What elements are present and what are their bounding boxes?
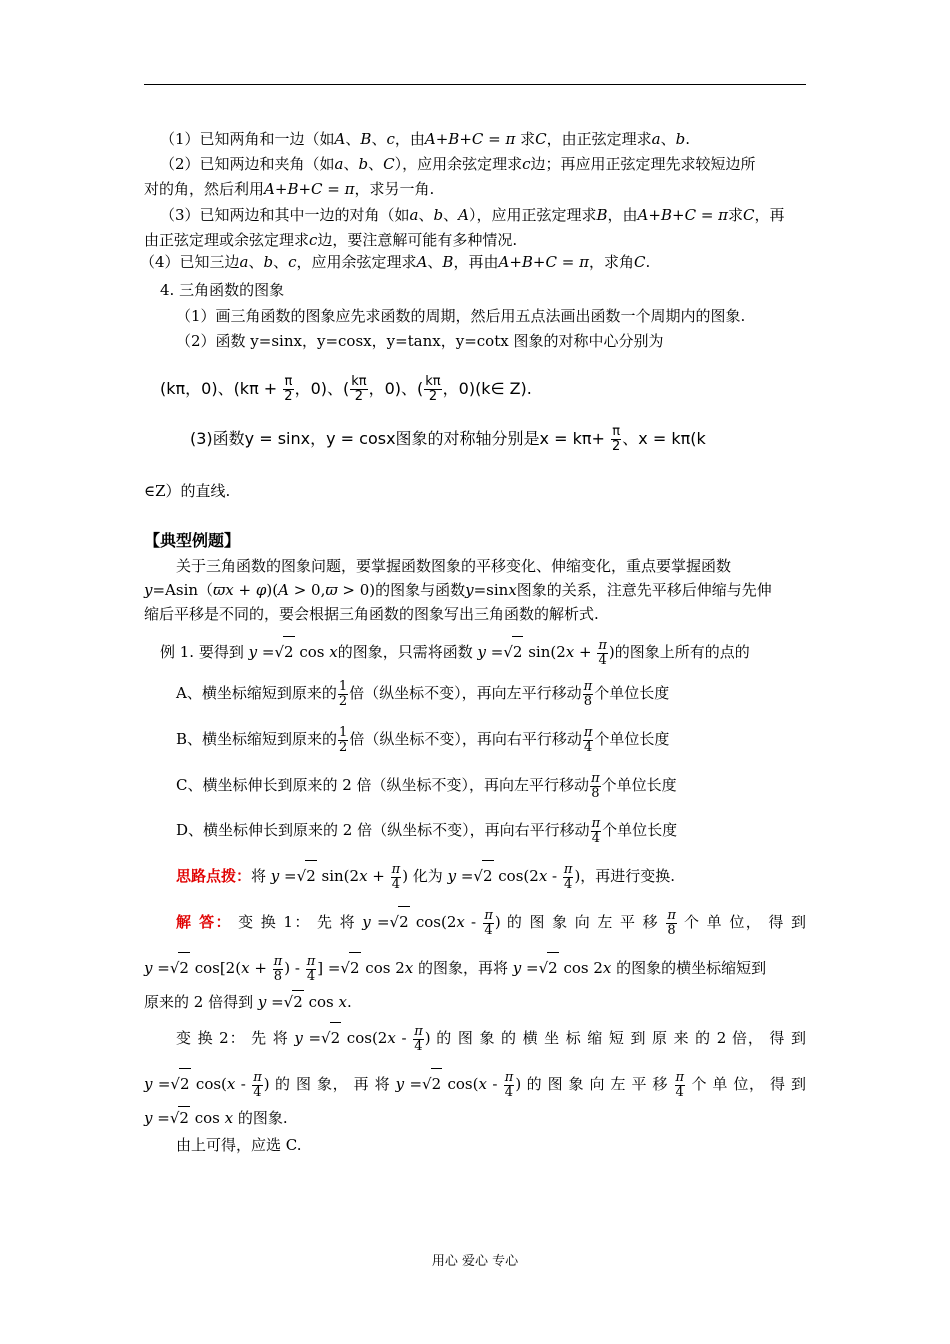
case-4: （4）已知三边a、b、c，应用余弦定理求A、B，再由A+B+C = π，求角C. [140, 253, 651, 271]
case-2: （2）已知两边和夹角（如a、b、C），应用余弦定理求c边；再应用正弦定理先求较短边所 [160, 155, 756, 173]
case-2-cont: 对的角，然后利用A+B+C = π，求另一角. [144, 180, 435, 198]
conclusion: 由上可得，应选 C. [176, 1136, 302, 1154]
symmetry-centers: (kπ，0)、(kπ + $\frac{\pi}{2}$ ，0)、( $\frac{k\pi}{2}$ ，0)、( $\frac{k\pi}{2}$ ，0)(k∈ Z). [160, 374, 532, 404]
option-d: D、横坐标伸长到原来的 2 倍（纵坐标不变），再向右平行移动 $\frac{\pi}{4}$ 个单位长度 [176, 815, 678, 846]
case-3-cont: 由正弦定理或余弦定理求c边，要注意解可能有多种情况. [144, 231, 518, 249]
case-1: （1）已知两角和一边（如A、B、c，由A+B+C = π 求C，由正弦定理求a、b. [160, 130, 690, 148]
transform2-line3: y =√2 cos x 的图象. [144, 1106, 806, 1129]
hint: 思路点拨：将 y =√2 sin(2x + $\frac{\pi}{4}$ ) 化为 y =√2 cos(2x - $\frac{\pi}{4}$ )，再进行变换. [176, 861, 676, 892]
option-c: C、横坐标伸长到原来的 2 倍（纵坐标不变），再向左平行移动 $\frac{\pi}{8}$ 个单位长度 [176, 770, 677, 801]
header-rule [144, 84, 806, 85]
symmetry-axes-end: ∈Z）的直线. [144, 482, 231, 500]
option-a: A、横坐标缩短到原来的 $\frac{1}{2}$ 倍（纵坐标不变），再向左平行移动 $\frac{\pi}{8}$ 个单位长度 [176, 678, 670, 709]
symmetry-axes: (3)函数y = sinx，y = cosx图象的对称轴分别是x = kπ+ $\frac{\pi}{2}$ 、x = kπ(k [190, 424, 706, 454]
transform2-line1: 变 换 2： 先 将 y =√2 cos(2x - $\frac{\pi}{4}$ ) 的 图 象 的 横 坐 标 缩 短 到 原 来 的 2 倍， 得 到 [176, 1023, 806, 1054]
answer-line3: 原来的 2 倍得到 y =√2 cos x. [144, 990, 806, 1013]
page-footer: 用心 爱心 专心 [431, 1254, 519, 1269]
answer-line1: 解 答： 变 换 1： 先 将 y =√2 cos(2x - $\frac{\pi}{4}$ ) 的 图 象 向 左 平 移 $\frac{\pi}{8}$ 个 单 位， 得 到 [176, 907, 807, 938]
example-1: 例 1. 要得到 y =√2 cos x的图象，只需将函数 y =√2 sin(2x + $\frac{\pi}{4}$ )的图象上所有的点的 [160, 637, 750, 668]
examples-heading: 【典型例题】 [144, 531, 241, 550]
transform2-line2: y =√2 cos(x - $\frac{\pi}{4}$ ) 的 图 象， 再 将 y =√2 cos(x - $\frac{\pi}{4}$ ) 的 图 象 向 左 平 移 $\frac{\pi}{4}$ 个 单 位， 得 到 [144, 1069, 807, 1100]
intro-line3: 缩后平移是不同的，要会根据三角函数的图象写出三角函数的解析式. [144, 605, 599, 623]
section4-item1: （1）画三角函数的图象应先求函数的周期，然后用五点法画出函数一个周期内的图象. [176, 307, 746, 325]
option-b: B、横坐标缩短到原来的 $\frac{1}{2}$ 倍（纵坐标不变），再向右平行移动 $\frac{\pi}{4}$ 个单位长度 [176, 724, 670, 755]
section4-title: 4. 三角函数的图象 [160, 281, 285, 299]
answer-line2: y =√2 cos[2(x + $\frac{\pi}{8}$ ) - $\frac{\pi}{4}$ ] =√2 cos 2x 的图象，再将 y =√2 cos 2x 的图象的横坐标缩短到 [144, 953, 767, 984]
intro-line1: 关于三角函数的图象问题，要掌握函数图象的平移变化、伸缩变化，重点要掌握函数 [176, 557, 732, 575]
section4-item2: （2）函数 y=sinx，y=cosx，y=tanx，y=cotx 图象的对称中心分别为 [176, 332, 664, 350]
case-3: （3）已知两边和其中一边的对角（如a、b、A），应用正弦定理求B，由A+B+C = π求C，再 [160, 206, 785, 224]
intro-line2: y=Asin（ϖx + φ)(A > 0,ϖ > 0)的图象与函数y=sinx图象的关系，注意先平移后伸缩与先伸 [144, 581, 772, 599]
